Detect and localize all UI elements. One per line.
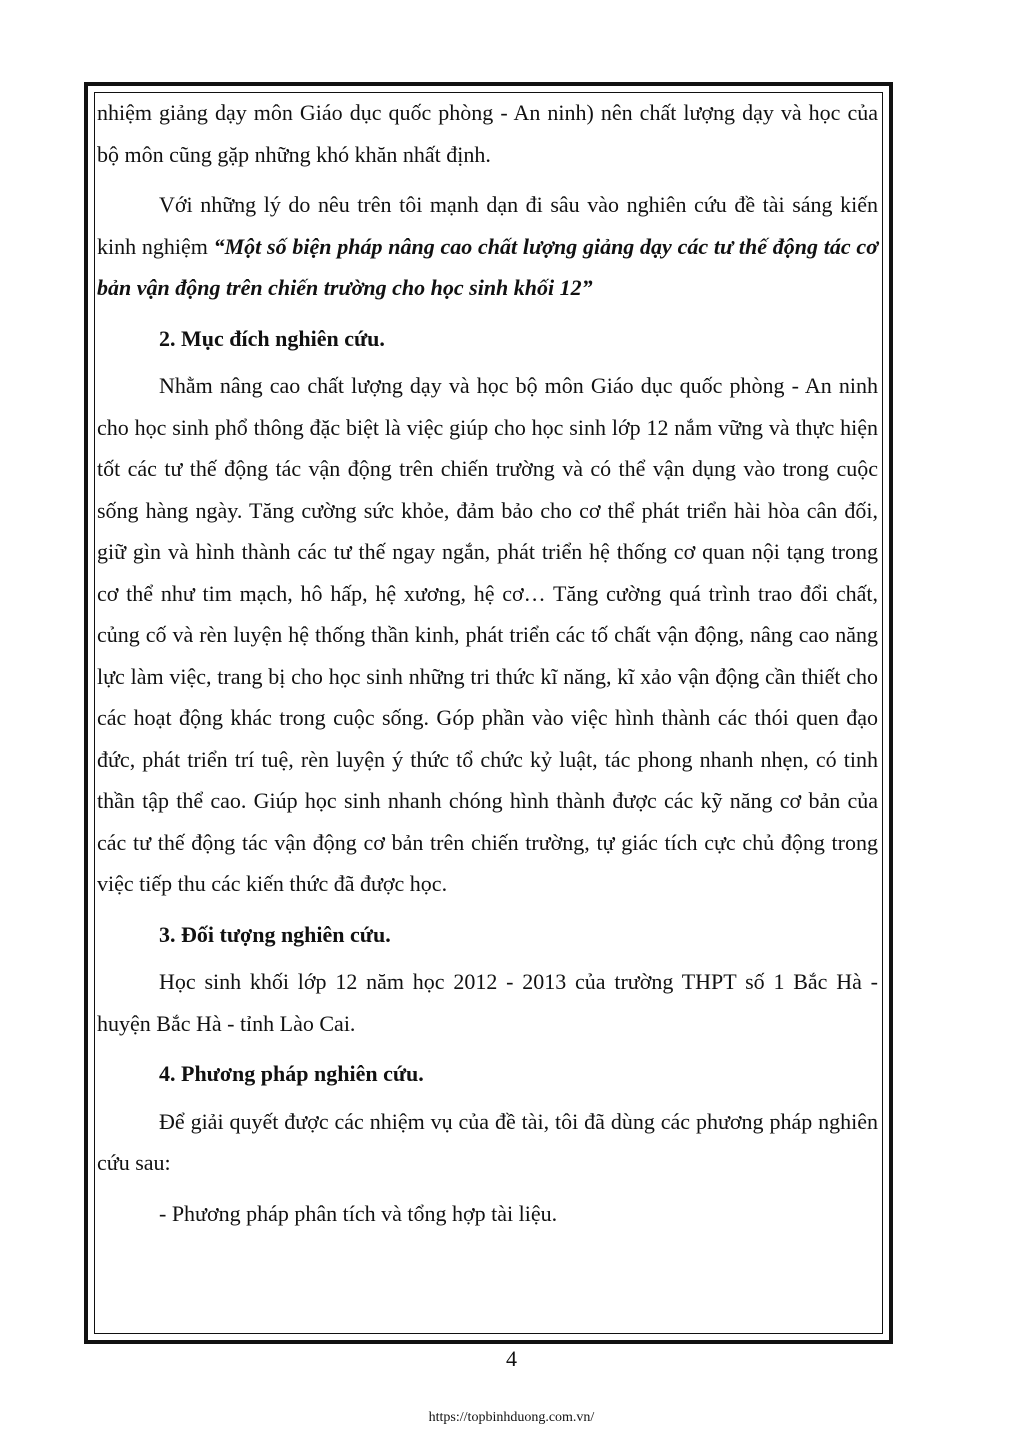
- topic-intro-text: Với những lý do nêu trên tôi mạnh dạn đi sâu vào nghiên cứu đề tài sáng kiến kinh nghiệm: [97, 192, 878, 259]
- section-heading-4: 4. Phương pháp nghiên cứu.: [159, 1061, 424, 1086]
- footer-url: https://topbinhduong.com.vn/: [428, 1410, 595, 1425]
- paragraph-continuation: nhiệm giảng dạy môn Giáo dục quốc phòng - An ninh) nên chất lượng dạy và học của bộ môn cũng gặp những khó khăn nhất định.: [97, 100, 878, 167]
- list-item-method: - Phương pháp phân tích và tổng hợp tài liệu.: [159, 1200, 558, 1226]
- paragraph-topic: [97, 184, 878, 309]
- paragraph-methods: Để giải quyết được các nhiệm vụ của đề tài, tôi đã dùng các phương pháp nghiên cứu sau:: [97, 1108, 878, 1175]
- page-number: 4: [506, 1346, 517, 1371]
- document-body: [97, 92, 878, 1234]
- section-heading-3: 3. Đối tượng nghiên cứu.: [159, 921, 391, 947]
- section-heading-2: 2. Mục đích nghiên cứu.: [159, 325, 385, 351]
- topic-title: “Một số biện pháp nâng cao chất lượng giảng dạy các tư thế động tác cơ bản vận động trên chiến trường cho học sinh khối 12”: [97, 233, 878, 300]
- paragraph-purpose: Nhằm nâng cao chất lượng dạy và học bộ môn Giáo dục quốc phòng - An ninh cho học sinh phổ thông đặc biệt là việc giúp cho học sinh lớp 12 nắm vững và thực hiện tốt các tư thế động tác vận động trên chiến trường và có thể vận dụng vào trong cuộc sống hàng ngày. Tăng cường sức khỏe, đảm bảo cho cơ thể phát triển hài hòa cân đối, giữ gìn và hình thành các tư thế ngay ngắn, phát triển hệ thống cơ quan nội tạng trong cơ thể như tim mạch, hô hấp, hệ xương, hệ cơ… Tăng cường quá trình trao đổi chất, củng cố và rèn luyện hệ thống thần kinh, phát triển các tố chất vận động, nâng cao năng lực làm việc, trang bị cho học sinh những tri thức kĩ năng, kĩ xảo vận động cần thiết cho các hoạt động khác trong cuộc sống. Góp phần vào việc hình thành các thói quen đạo đức, phát triển trí tuệ, rèn luyện ý thức tổ chức kỷ luật, tác phong nhanh nhẹn, có tinh thần tập thể cao. Giúp học sinh nhanh chóng hình thành được các kỹ năng cơ bản của các tư thế động tác vận động cơ bản trên chiến trường, tự giác tích cực chủ động trong việc tiếp thu các kiến thức đã được học.: [97, 373, 878, 896]
- paragraph-subjects: Học sinh khối lớp 12 năm học 2012 - 2013 của trường THPT số 1 Bắc Hà - huyện Bắc Hà - tỉnh Lào Cai.: [97, 969, 878, 1036]
